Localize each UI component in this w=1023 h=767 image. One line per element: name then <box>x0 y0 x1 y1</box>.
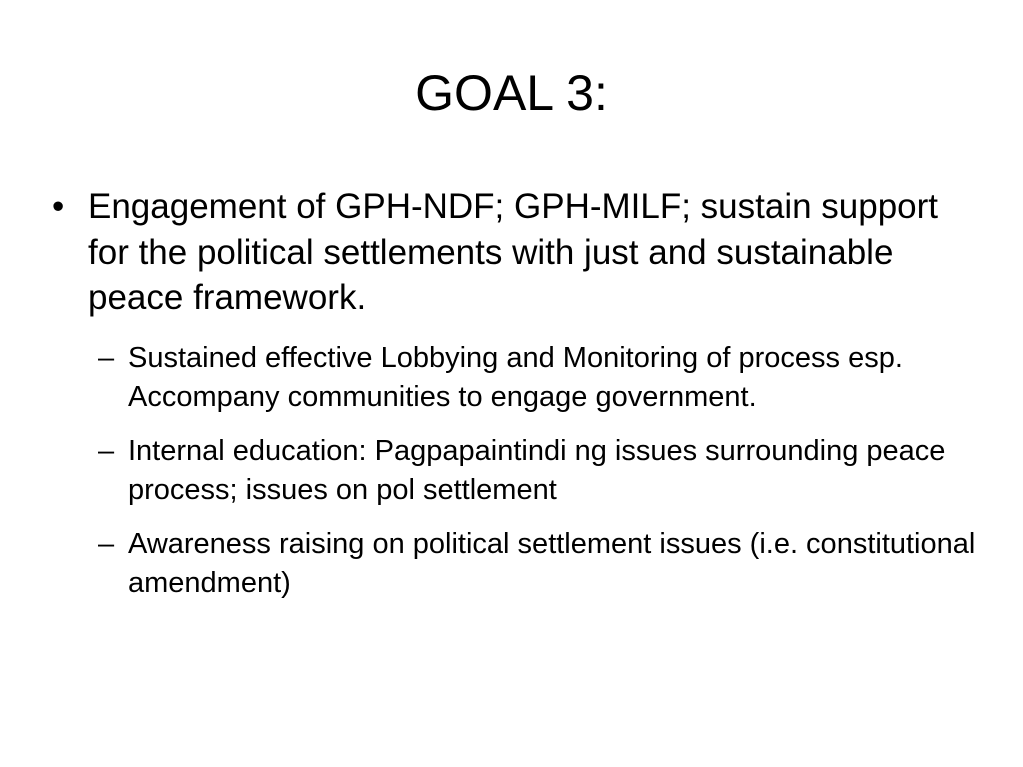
sub-bullet-lobbying <box>98 339 988 417</box>
dash-marker: – <box>98 434 115 467</box>
sub-bullet-awareness-text: Awareness raising on political settlement issues (i.e. constitutional amendment) <box>128 527 976 599</box>
bullet-marker: • <box>52 187 65 226</box>
sub-bullet-internal-education <box>98 432 988 510</box>
bullet-main-text: Engagement of GPH-NDF; GPH-MILF; sustain support for the political settlements with just and sustainable peace framework. <box>88 187 939 317</box>
sub-bullet-internal-education-text: Internal education: Pagpapaintindi ng issues surrounding peace process; issues on pol settlement <box>128 434 946 506</box>
sub-bullet-awareness <box>98 525 988 603</box>
sub-bullet-lobbying-text: Sustained effective Lobbying and Monitoring of process esp. Accompany communities to engage government. <box>128 341 903 413</box>
slide-title: GOAL 3: <box>415 65 608 121</box>
slide-body <box>0 184 1023 603</box>
bullet-main <box>52 184 978 321</box>
dash-marker: – <box>98 341 115 374</box>
dash-marker: – <box>98 527 115 560</box>
